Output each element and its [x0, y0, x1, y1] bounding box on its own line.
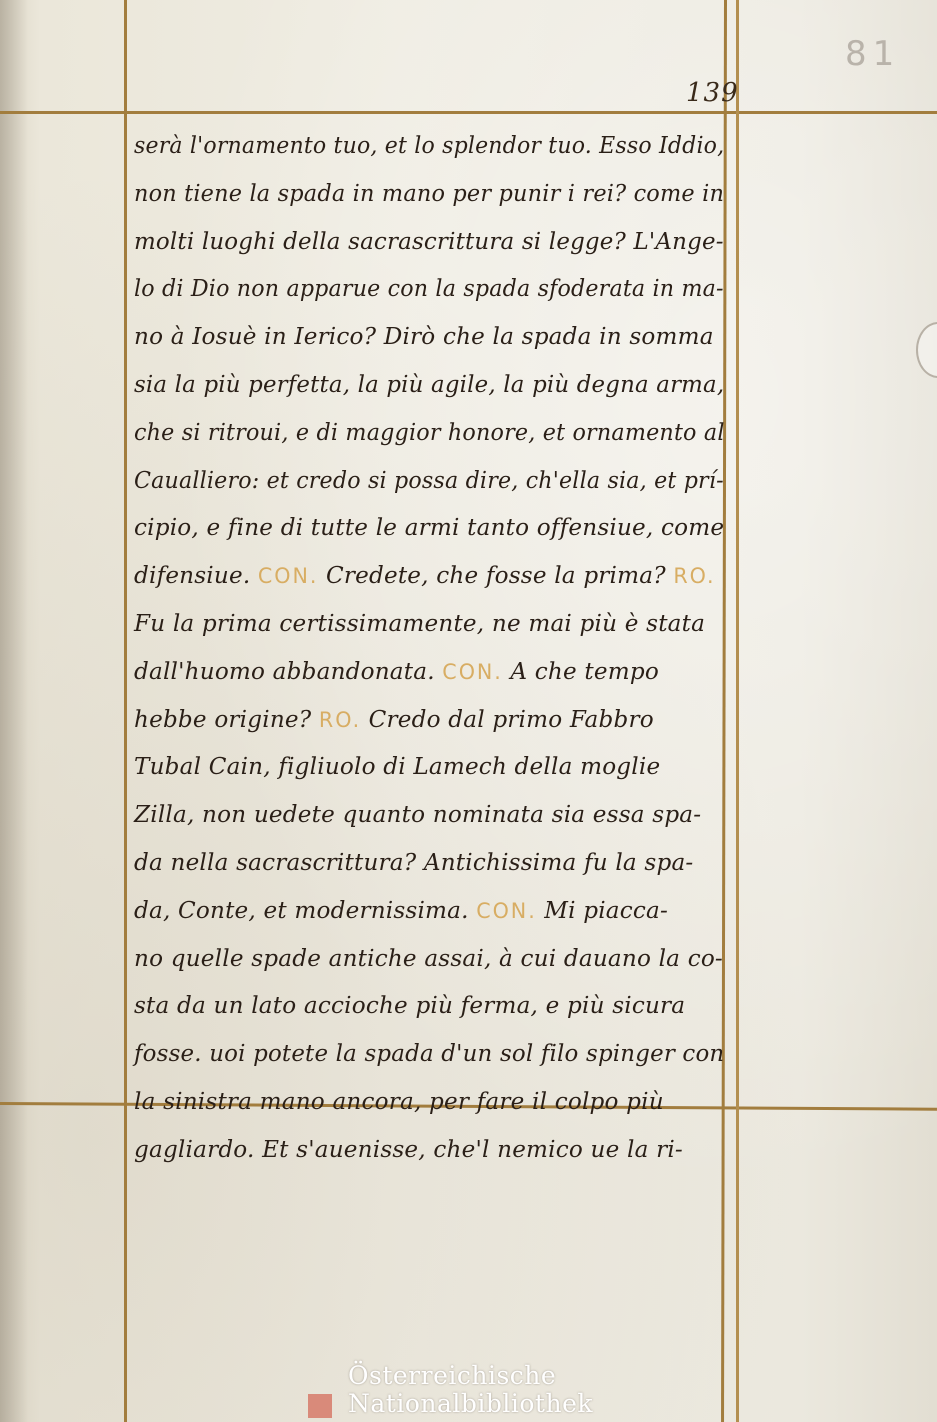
text-line	[134, 839, 724, 887]
text-segment: sta da un lato accioche più ferma, e più sicura	[134, 991, 686, 1020]
text-line	[134, 791, 724, 839]
text-line	[134, 409, 725, 457]
ruling-left-line	[124, 0, 127, 1422]
text-line	[134, 600, 724, 648]
text-segment: no quelle spade antiche assai, à cui dauano la co-	[134, 943, 723, 972]
text-segment: la sinistra mano ancora, per fare il colpo più	[134, 1086, 664, 1115]
text-segment: non tiene la spada in mano per punir i rei? come in	[134, 178, 725, 207]
text-line	[134, 1126, 724, 1174]
text-line	[134, 743, 724, 791]
text-line	[134, 552, 724, 600]
speaker-rubric: RO.	[673, 564, 716, 589]
text-segment: sia la più perfetta, la più agile, la più degna arma,	[134, 369, 725, 398]
text-segment: Fu la prima certissimamente, ne mai più è stata	[134, 608, 706, 637]
text-segment: difensiue.	[134, 561, 258, 590]
text-segment: Caualliero: et credo si possa dire, ch'ella sia, et prí-	[134, 465, 724, 494]
text-line	[134, 122, 725, 170]
text-segment: no à Iosuè in Ierico? Dirò che la spada in somma	[134, 322, 714, 351]
text-line	[134, 1030, 725, 1078]
watermark-logo-square	[308, 1394, 332, 1418]
speaker-rubric: RO.	[318, 707, 362, 732]
text-line	[134, 982, 724, 1030]
text-segment: gagliardo. Et s'auenisse, che'l nemico ue la ri-	[134, 1134, 683, 1163]
text-line	[134, 696, 724, 744]
text-segment: fosse. uoi potete la spada d'un sol filo spinger con	[134, 1039, 725, 1068]
library-watermark	[348, 1362, 648, 1422]
text-segment: che si ritroui, e di maggior honore, et ornamento al	[134, 417, 725, 446]
text-line	[134, 457, 724, 505]
speaker-rubric: CON.	[442, 659, 503, 684]
text-line	[134, 313, 724, 361]
text-segment: serà l'ornamento tuo, et lo splendor tuo. Esso Iddio,	[134, 131, 725, 159]
text-segment: da, Conte, et modernissima.	[134, 895, 477, 924]
gutter-shadow	[0, 0, 28, 1422]
speaker-rubric: CON.	[476, 898, 537, 923]
text-line	[134, 648, 724, 696]
text-line	[134, 361, 725, 409]
ruling-top-line	[0, 111, 937, 114]
text-segment: cipio, e fine di tutte le armi tanto offensiue, come	[134, 513, 725, 542]
text-line	[134, 265, 724, 313]
text-line	[134, 887, 724, 935]
text-line	[134, 504, 724, 552]
text-segment: Credo dal primo Fabbro	[361, 704, 654, 733]
text-segment: Mi piacca-	[536, 895, 669, 924]
folio-number: 139	[686, 78, 739, 108]
text-segment: molti luoghi della sacrascrittura si legge? L'Ange-	[134, 226, 724, 255]
text-segment: da nella sacrascrittura? Antichissima fu la spa-	[134, 847, 694, 876]
text-line	[134, 1078, 724, 1126]
text-segment: lo di Dio non apparue con la spada sfoderata in ma-	[134, 274, 724, 303]
text-segment: Credete, che fosse la prima?	[318, 561, 674, 590]
watermark-line-1: Österreichische	[348, 1361, 557, 1390]
page-tab-mark	[916, 322, 937, 378]
text-segment: dall'huomo abbandonata.	[134, 656, 443, 685]
text-segment: Tubal Cain, figliuolo di Lamech della moglie	[134, 752, 661, 781]
ruling-outer-line	[736, 0, 739, 1422]
text-segment: Zilla, non uedete quanto nominata sia essa spa-	[134, 800, 702, 829]
modern-foliation-number: 81	[845, 34, 901, 74]
text-line	[134, 935, 724, 983]
watermark-line-2: Nationalbibliothek	[348, 1389, 594, 1418]
manuscript-text-block	[134, 122, 734, 1174]
text-line	[134, 170, 725, 218]
text-segment: hebbe origine?	[134, 704, 319, 733]
speaker-rubric: CON.	[257, 564, 319, 589]
text-segment: A che tempo	[502, 656, 659, 685]
text-line	[134, 218, 724, 266]
